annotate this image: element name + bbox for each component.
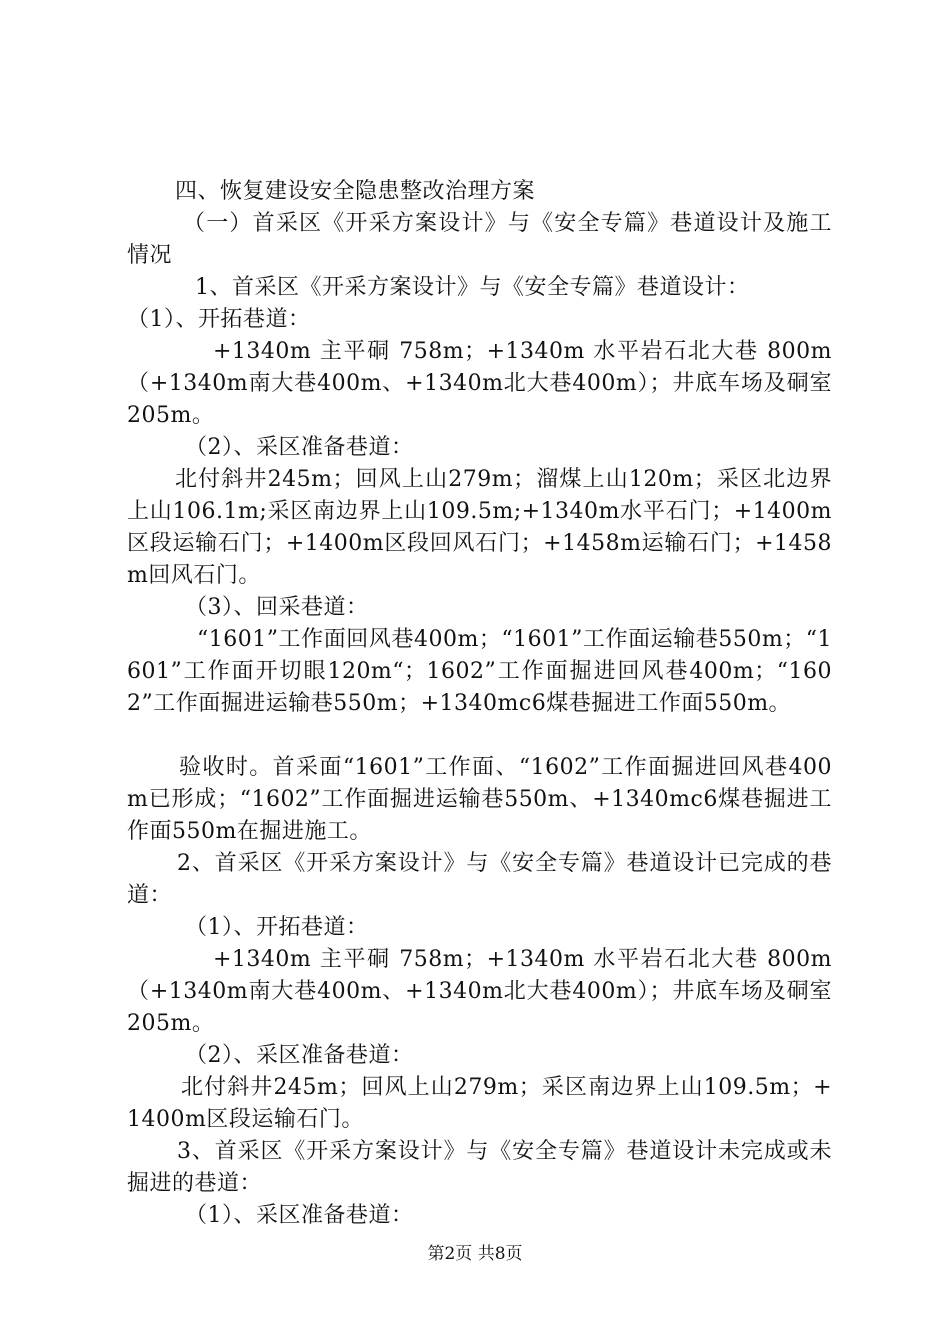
item-1-sub-3-title: （3）、回采巷道： (185, 595, 369, 620)
item-1-sub-1-text: +1340m 主平硐 758m；+1340m 水平岩石北大巷 800m（+1340m南大巷400m、+1340m北大巷400m）；井底车场及硐室205m。 (127, 339, 832, 428)
section-title-1: （一）首采区《开采方案设计》与《安全专篇》巷道设计及施工情况 (127, 211, 832, 268)
item-1-sub-3-text: “1601”工作面回风巷400m；“1601”工作面运输巷550m；“1601”工作面开切眼120m“；1602”工作面掘进回风巷400m；“1602”工作面掘进运输巷550m；+1340mc6煤巷掘进工作面550m。 (127, 627, 832, 716)
item-2-sub-1-text: +1340m 主平硐 758m；+1340m 水平岩石北大巷 800m（+1340m南大巷400m、+1340m北大巷400m）；井底车场及硐室205m。 (127, 947, 832, 1036)
item-2-sub-2-text: 北付斜井245m；回风上山279m；采区南边界上山109.5m；+1400m区段运输石门。 (127, 1075, 832, 1132)
item-2-sub-1-title: （1）、开拓巷道： (185, 915, 369, 940)
item-3-sub-1-title: （1）、采区准备巷道： (185, 1203, 414, 1228)
item-2-sub-2-title: （2）、采区准备巷道： (185, 1043, 414, 1068)
item-1-sub-2-title: （2）、采区准备巷道： (185, 435, 414, 460)
item-2-title: 2、首采区《开采方案设计》与《安全专篇》巷道设计已完成的巷道： (127, 851, 832, 908)
acceptance-text: 验收时。首采面“1601”工作面、“1602”工作面掘进回风巷400m已形成；“1602”工作面掘进运输巷550m、+1340mc6煤巷掘进工作面550m在掘进施工。 (127, 755, 832, 844)
item-1-title: 1、首采区《开采方案设计》与《安全专篇》巷道设计： (195, 275, 750, 300)
item-1-sub-1-title: （1）、开拓巷道： (127, 307, 311, 332)
item-3-title: 3、首采区《开采方案设计》与《安全专篇》巷道设计未完成或未掘进的巷道： (127, 1139, 832, 1196)
item-1-sub-2-text: 北付斜井245m；回风上山279m；溜煤上山120m；采区北边界上山106.1m;采区南边界上山109.5m;+1340m水平石门；+1400m区段运输石门；+1400m区段回风石门；+1458m运输石门；+1458m回风石门。 (127, 467, 832, 588)
document-heading: 四、恢复建设安全隐患整改治理方案 (175, 179, 536, 204)
page-number-footer: 第2页 共8页 (427, 1244, 523, 1264)
